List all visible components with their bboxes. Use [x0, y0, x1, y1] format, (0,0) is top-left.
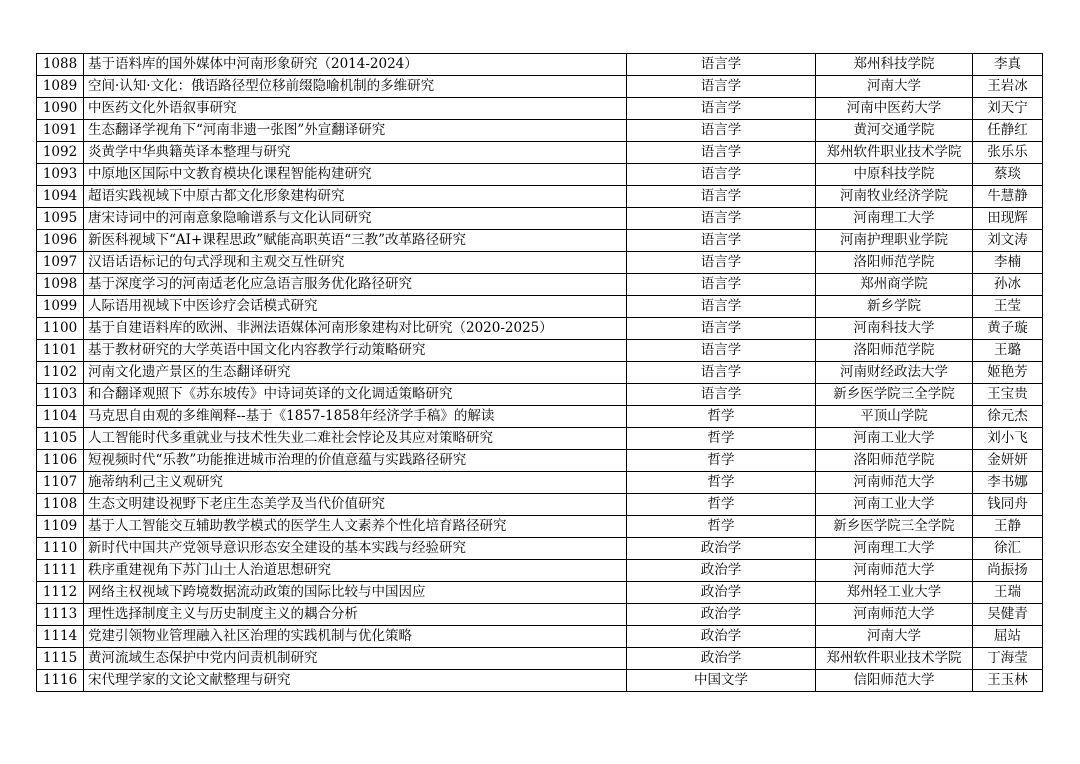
principal-investigator-cell: 钱同舟: [973, 494, 1043, 516]
principal-investigator-cell: 李楠: [973, 252, 1043, 274]
institution-cell: 新乡医学院三全学院: [816, 516, 973, 538]
institution-cell: 河南科技大学: [816, 318, 973, 340]
project-number-cell: 1110: [37, 538, 84, 560]
subject-cell: 语言学: [627, 274, 816, 296]
table-row: [37, 142, 1043, 164]
principal-investigator-cell: 金妍妍: [973, 450, 1043, 472]
institution-cell: 河南财经政法大学: [816, 362, 973, 384]
institution-cell: 郑州科技学院: [816, 54, 973, 76]
table-row: [37, 252, 1043, 274]
institution-cell: 郑州软件职业技术学院: [816, 142, 973, 164]
subject-cell: 语言学: [627, 296, 816, 318]
table-row: [37, 164, 1043, 186]
table-row: [37, 538, 1043, 560]
institution-cell: 郑州轻工业大学: [816, 582, 973, 604]
principal-investigator-cell: 李书娜: [973, 472, 1043, 494]
project-number-cell: 1116: [37, 670, 84, 692]
project-number-cell: 1100: [37, 318, 84, 340]
table-row: [37, 274, 1043, 296]
subject-cell: 哲学: [627, 450, 816, 472]
principal-investigator-cell: 王玉林: [973, 670, 1043, 692]
institution-cell: 河南护理职业学院: [816, 230, 973, 252]
table-row: [37, 604, 1043, 626]
subject-cell: 哲学: [627, 516, 816, 538]
project-number-cell: 1109: [37, 516, 84, 538]
institution-cell: 河南工业大学: [816, 494, 973, 516]
subject-cell: 语言学: [627, 76, 816, 98]
table-row: [37, 428, 1043, 450]
table-row: [37, 494, 1043, 516]
table-row: [37, 54, 1043, 76]
project-number-cell: 1097: [37, 252, 84, 274]
project-title-cell: 黄河流域生态保护中党内问责机制研究: [84, 648, 627, 670]
institution-cell: 河南中医药大学: [816, 98, 973, 120]
project-title-cell: 超语实践视域下中原古都文化形象建构研究: [84, 186, 627, 208]
project-title-cell: 新医科视域下“AI+课程思政”赋能高职英语“三教”改革路径研究: [84, 230, 627, 252]
table-row: [37, 76, 1043, 98]
principal-investigator-cell: 王璐: [973, 340, 1043, 362]
principal-investigator-cell: 牛慧静: [973, 186, 1043, 208]
subject-cell: 政治学: [627, 648, 816, 670]
table-body: [37, 54, 1043, 692]
project-number-cell: 1104: [37, 406, 84, 428]
principal-investigator-cell: 刘文涛: [973, 230, 1043, 252]
project-title-cell: 生态文明建设视野下老庄生态美学及当代价值研究: [84, 494, 627, 516]
project-number-cell: 1114: [37, 626, 84, 648]
project-number-cell: 1102: [37, 362, 84, 384]
subject-cell: 语言学: [627, 120, 816, 142]
project-title-cell: 人工智能时代多重就业与技术性失业二难社会悖论及其应对策略研究: [84, 428, 627, 450]
institution-cell: 河南师范大学: [816, 560, 973, 582]
project-title-cell: 基于教材研究的大学英语中国文化内容教学行动策略研究: [84, 340, 627, 362]
subject-cell: 政治学: [627, 538, 816, 560]
subject-cell: 语言学: [627, 98, 816, 120]
institution-cell: 洛阳师范学院: [816, 450, 973, 472]
project-title-cell: 基于语料库的国外媒体中河南形象研究（2014-2024）: [84, 54, 627, 76]
institution-cell: 河南工业大学: [816, 428, 973, 450]
subject-cell: 语言学: [627, 252, 816, 274]
subject-cell: 政治学: [627, 560, 816, 582]
project-number-cell: 1093: [37, 164, 84, 186]
institution-cell: 信阳师范大学: [816, 670, 973, 692]
principal-investigator-cell: 王瑞: [973, 582, 1043, 604]
project-number-cell: 1090: [37, 98, 84, 120]
project-title-cell: 唐宋诗词中的河南意象隐喻谱系与文化认同研究: [84, 208, 627, 230]
subject-cell: 语言学: [627, 208, 816, 230]
table-row: [37, 670, 1043, 692]
project-title-cell: 基于自建语料库的欧洲、非洲法语媒体河南形象建构对比研究（2020-2025）: [84, 318, 627, 340]
principal-investigator-cell: 王静: [973, 516, 1043, 538]
subject-cell: 语言学: [627, 340, 816, 362]
table-row: [37, 98, 1043, 120]
project-number-cell: 1106: [37, 450, 84, 472]
principal-investigator-cell: 蔡琰: [973, 164, 1043, 186]
institution-cell: 洛阳师范学院: [816, 340, 973, 362]
principal-investigator-cell: 徐元杰: [973, 406, 1043, 428]
principal-investigator-cell: 王宝贵: [973, 384, 1043, 406]
project-title-cell: 中医药文化外语叙事研究: [84, 98, 627, 120]
table-row: [37, 186, 1043, 208]
subject-cell: 语言学: [627, 142, 816, 164]
subject-cell: 语言学: [627, 384, 816, 406]
principal-investigator-cell: 李真: [973, 54, 1043, 76]
principal-investigator-cell: 姬艳芳: [973, 362, 1043, 384]
subject-cell: 哲学: [627, 472, 816, 494]
subject-cell: 哲学: [627, 494, 816, 516]
project-list-table: [36, 53, 1043, 692]
principal-investigator-cell: 任静红: [973, 120, 1043, 142]
project-title-cell: 党建引领物业管理融入社区治理的实践机制与优化策略: [84, 626, 627, 648]
principal-investigator-cell: 黄子璇: [973, 318, 1043, 340]
project-number-cell: 1091: [37, 120, 84, 142]
project-number-cell: 1092: [37, 142, 84, 164]
subject-cell: 政治学: [627, 582, 816, 604]
project-title-cell: 河南文化遗产景区的生态翻译研究: [84, 362, 627, 384]
table-row: [37, 626, 1043, 648]
subject-cell: 政治学: [627, 626, 816, 648]
project-number-cell: 1105: [37, 428, 84, 450]
institution-cell: 河南师范大学: [816, 604, 973, 626]
principal-investigator-cell: 田现辉: [973, 208, 1043, 230]
subject-cell: 中国文学: [627, 670, 816, 692]
table-row: [37, 560, 1043, 582]
table-row: [37, 384, 1043, 406]
subject-cell: 语言学: [627, 54, 816, 76]
table-row: [37, 648, 1043, 670]
project-title-cell: 宋代理学家的文论文献整理与研究: [84, 670, 627, 692]
table-row: [37, 230, 1043, 252]
subject-cell: 语言学: [627, 318, 816, 340]
institution-cell: 新乡医学院三全学院: [816, 384, 973, 406]
project-number-cell: 1089: [37, 76, 84, 98]
project-title-cell: 炎黄学中华典籍英译本整理与研究: [84, 142, 627, 164]
institution-cell: 河南大学: [816, 76, 973, 98]
project-title-cell: 施蒂纳利己主义观研究: [84, 472, 627, 494]
institution-cell: 新乡学院: [816, 296, 973, 318]
project-number-cell: 1112: [37, 582, 84, 604]
principal-investigator-cell: 王莹: [973, 296, 1043, 318]
principal-investigator-cell: 张乐乐: [973, 142, 1043, 164]
project-number-cell: 1107: [37, 472, 84, 494]
subject-cell: 哲学: [627, 428, 816, 450]
institution-cell: 郑州商学院: [816, 274, 973, 296]
subject-cell: 语言学: [627, 230, 816, 252]
subject-cell: 政治学: [627, 604, 816, 626]
project-number-cell: 1095: [37, 208, 84, 230]
institution-cell: 平顶山学院: [816, 406, 973, 428]
subject-cell: 语言学: [627, 164, 816, 186]
table-row: [37, 296, 1043, 318]
institution-cell: 河南理工大学: [816, 538, 973, 560]
project-number-cell: 1103: [37, 384, 84, 406]
principal-investigator-cell: 尚振扬: [973, 560, 1043, 582]
principal-investigator-cell: 刘小飞: [973, 428, 1043, 450]
institution-cell: 河南牧业经济学院: [816, 186, 973, 208]
subject-cell: 哲学: [627, 406, 816, 428]
project-title-cell: 空间·认知·文化：俄语路径型位移前缀隐喻机制的多维研究: [84, 76, 627, 98]
principal-investigator-cell: 吴健青: [973, 604, 1043, 626]
institution-cell: 中原科技学院: [816, 164, 973, 186]
institution-cell: 河南师范大学: [816, 472, 973, 494]
project-number-cell: 1088: [37, 54, 84, 76]
project-title-cell: 和合翻译观照下《苏东坡传》中诗词英译的文化调适策略研究: [84, 384, 627, 406]
project-number-cell: 1115: [37, 648, 84, 670]
principal-investigator-cell: 徐汇: [973, 538, 1043, 560]
table-row: [37, 406, 1043, 428]
principal-investigator-cell: 丁海莹: [973, 648, 1043, 670]
project-title-cell: 网络主权视域下跨境数据流动政策的国际比较与中国因应: [84, 582, 627, 604]
institution-cell: 黄河交通学院: [816, 120, 973, 142]
project-title-cell: 马克思自由观的多维阐释--基于《1857-1858年经济学手稿》的解读: [84, 406, 627, 428]
table-row: [37, 208, 1043, 230]
principal-investigator-cell: 王岩冰: [973, 76, 1043, 98]
project-number-cell: 1094: [37, 186, 84, 208]
table-row: [37, 340, 1043, 362]
institution-cell: 河南理工大学: [816, 208, 973, 230]
table-row: [37, 318, 1043, 340]
institution-cell: 洛阳师范学院: [816, 252, 973, 274]
table-row: [37, 472, 1043, 494]
project-title-cell: 基于人工智能交互辅助教学模式的医学生人文素养个性化培育路径研究: [84, 516, 627, 538]
project-title-cell: 人际语用视域下中医诊疗会话模式研究: [84, 296, 627, 318]
project-number-cell: 1108: [37, 494, 84, 516]
project-title-cell: 中原地区国际中文教育模块化课程智能构建研究: [84, 164, 627, 186]
subject-cell: 语言学: [627, 186, 816, 208]
institution-cell: 郑州软件职业技术学院: [816, 648, 973, 670]
table-row: [37, 120, 1043, 142]
project-title-cell: 新时代中国共产党领导意识形态安全建设的基本实践与经验研究: [84, 538, 627, 560]
table-row: [37, 516, 1043, 538]
principal-investigator-cell: 屈站: [973, 626, 1043, 648]
project-number-cell: 1098: [37, 274, 84, 296]
project-title-cell: 汉语话语标记的句式浮现和主观交互性研究: [84, 252, 627, 274]
table-row: [37, 582, 1043, 604]
project-number-cell: 1101: [37, 340, 84, 362]
project-title-cell: 生态翻译学视角下“河南非遗一张图”外宣翻译研究: [84, 120, 627, 142]
principal-investigator-cell: 孙冰: [973, 274, 1043, 296]
table-row: [37, 362, 1043, 384]
table-row: [37, 450, 1043, 472]
project-number-cell: 1096: [37, 230, 84, 252]
principal-investigator-cell: 刘天宁: [973, 98, 1043, 120]
institution-cell: 河南大学: [816, 626, 973, 648]
project-title-cell: 秩序重建视角下苏门山士人治道思想研究: [84, 560, 627, 582]
project-title-cell: 基于深度学习的河南适老化应急语言服务优化路径研究: [84, 274, 627, 296]
project-number-cell: 1099: [37, 296, 84, 318]
project-title-cell: 短视频时代“乐教”功能推进城市治理的价值意蕴与实践路径研究: [84, 450, 627, 472]
project-title-cell: 理性选择制度主义与历史制度主义的耦合分析: [84, 604, 627, 626]
project-number-cell: 1111: [37, 560, 84, 582]
project-number-cell: 1113: [37, 604, 84, 626]
subject-cell: 语言学: [627, 362, 816, 384]
